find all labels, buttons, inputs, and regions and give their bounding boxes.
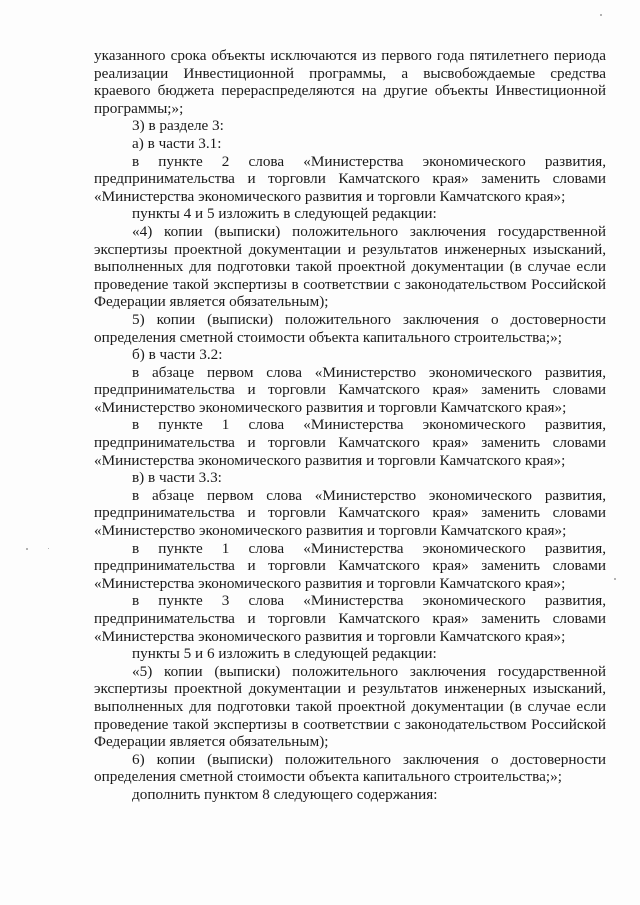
paragraph-3-3-item-3: в пункте 3 слова «Министерства экономического развития, предпринимательства и торговли Камчатского края» заменить словами «Министерства экономического развития и торговли Камчатского края»; <box>94 592 606 645</box>
paragraph-3-1-item-2: в пункте 2 слова «Министерства экономического развития, предпринимательства и торговли Камчатского края» заменить словами «Министерства экономического развития и торговли Камчатского края»; <box>94 152 606 205</box>
paragraph-3-3-item-1: в пункте 1 слова «Министерства экономического развития, предпринимательства и торговли Камчатского края» заменить словами «Министерства экономического развития и торговли Камчатского края»; <box>94 539 606 592</box>
paragraph-3-1-items-4-5: пункты 4 и 5 изложить в следующей редакции: <box>132 205 437 223</box>
paragraph-part-3-2: б) в части 3.2: <box>132 346 223 364</box>
paragraph-3-3-new-item-5: «5) копии (выписки) положительного заключения государственной экспертизы проектной документации и результатов инженерных изысканий, выполненных для подготовки такой проектной документации (в случае если проведение такой экспертизы в соответствии с законодательством Российской Федерации является обязательным); <box>94 662 606 751</box>
scan-speck <box>614 578 616 580</box>
paragraph-3-2-first-abzac: в абзаце первом слова «Министерство экономического развития, предпринимательства и торговли Камчатского края» заменить словами «Министерство экономического развития и торговли Камчатского края»; <box>94 363 606 416</box>
paragraph-3-3-items-5-6: пункты 5 и 6 изложить в следующей редакции: <box>132 645 437 663</box>
scan-speck <box>48 548 49 549</box>
paragraph-3-2-item-1: в пункте 1 слова «Министерства экономического развития, предпринимательства и торговли Камчатского края» заменить словами «Министерства экономического развития и торговли Камчатского края»; <box>94 416 606 469</box>
paragraph-3-1-new-item-4: «4) копии (выписки) положительного заключения государственной экспертизы проектной документации и результатов инженерных изысканий, выполненных для подготовки такой проектной документации (в случае если проведение такой экспертизы в соответствии с законодательством Российской Федерации является обязательным); <box>94 222 606 311</box>
paragraph-section-3: 3) в разделе 3: <box>132 117 224 135</box>
paragraph-part-3-3: в) в части 3.3: <box>132 469 222 487</box>
paragraph-3-3-new-item-6: 6) копии (выписки) положительного заключения о достоверности определения сметной стоимости объекта капитального строительства;»; <box>94 750 606 786</box>
scan-speck <box>26 548 28 550</box>
paragraph-3-1-new-item-5: 5) копии (выписки) положительного заключения о достоверности определения сметной стоимости объекта капитального строительства;»; <box>94 310 606 346</box>
paragraph-add-item-8: дополнить пунктом 8 следующего содержания: <box>132 785 438 803</box>
scan-speck <box>600 14 602 16</box>
paragraph-part-3-1: а) в части 3.1: <box>132 134 222 152</box>
document-body <box>94 47 606 804</box>
paragraph-3-3-first-abzac: в абзаце первом слова «Министерство экономического развития, предпринимательства и торговли Камчатского края» заменить словами «Министерство экономического развития и торговли Камчатского края»; <box>94 486 606 540</box>
paragraph-continuation: указанного срока объекты исключаются из первого года пятилетнего периода реализации Инвестиционной программы, а высвобождаемые средства краевого бюджета перераспределяются на другие объекты Инвестиционной программы;»; <box>94 47 606 117</box>
